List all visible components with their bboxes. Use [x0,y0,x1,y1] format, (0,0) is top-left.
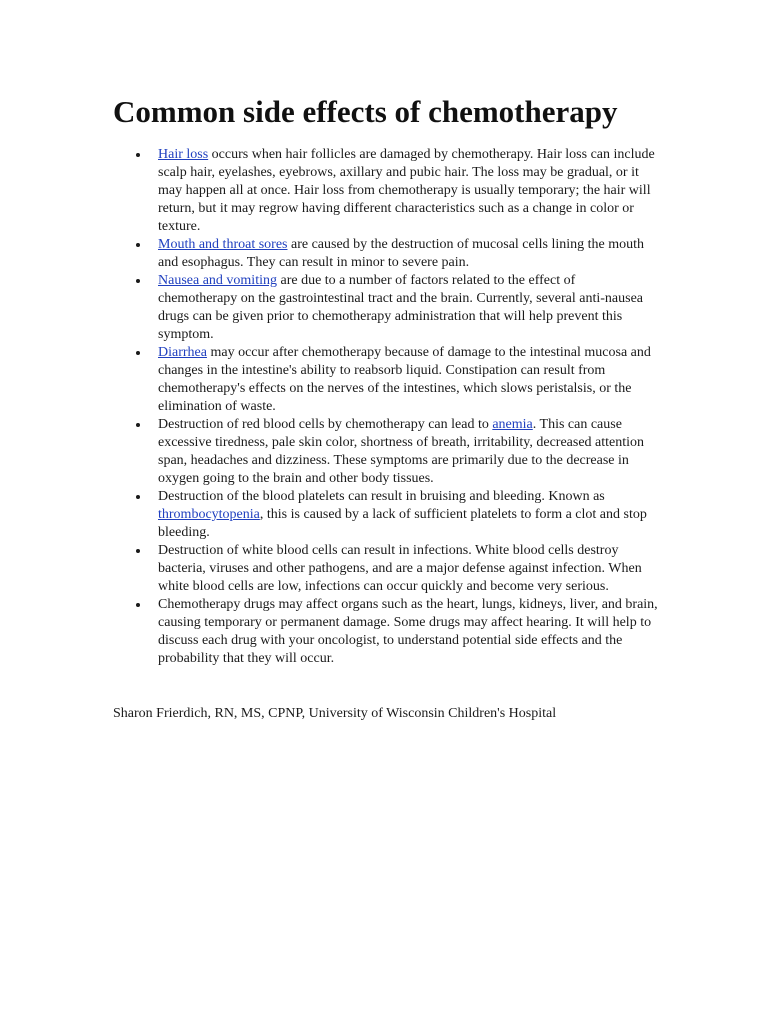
diarrhea-link[interactable]: Diarrhea [158,345,207,360]
page-title: Common side effects of chemotherapy [113,94,618,129]
diarrhea-text: may occur after chemotherapy because of damage to the intestinal mucosa and changes in the intestine's ability to reabsorb liquid. Constipation can result from chemotherapy's effects on the nerves of the intestines, which slows peristalsis, or the elimination of waste. [158,345,651,414]
anemia-link[interactable]: anemia [492,417,533,432]
organ-damage-text: Chemotherapy drugs may affect organs such as the heart, lungs, kidneys, liver, and brain, causing temporary or permanent damage. Some drugs may affect hearing. It will help to discuss each drug with your oncologist, to understand potential side effects and the probability that they will occur. [158,597,658,666]
list-item-anemia [158,416,658,488]
list-item-hair-loss [158,146,658,236]
list-item-diarrhea [158,344,658,416]
infections-text: Destruction of white blood cells can result in infections. White blood cells destroy bacteria, viruses and other pathogens, and are a major defense against infection. When white blood cells are low, infections can occur quickly and become very serious. [158,543,642,594]
list-item-infections [158,542,658,596]
thrombocytopenia-text-before: Destruction of the blood platelets can result in bruising and bleeding. Known as [158,489,605,504]
list-item-nausea [158,272,658,344]
list-item-organ-damage [158,596,658,668]
mouth-sores-text: are caused by the destruction of mucosal cells lining the mouth and esophagus. They can result in minor to severe pain. [158,237,644,270]
side-effects-list [158,146,658,668]
list-item-thrombocytopenia [158,488,658,542]
nausea-text: are due to a number of factors related to the effect of chemotherapy on the gastrointestinal tract and the brain. Currently, several anti-nausea drugs can be given prior to chemotherapy administration that will help prevent this symptom. [158,273,644,342]
thrombocytopenia-text-after: , this is caused by a lack of sufficient platelets to form a clot and stop bleeding. [158,507,647,540]
nausea-vomiting-link[interactable]: Nausea and vomiting [158,273,277,288]
list-item-mouth-sores [158,236,658,272]
hair-loss-text: occurs when hair follicles are damaged by chemotherapy. Hair loss can include scalp hair, eyelashes, eyebrows, axillary and pubic hair. The loss may be gradual, or it may happen all at once. Hair loss from chemotherapy is usually temporary; the hair will return, but it may regrow having different characteristics such as a change in color or texture. [158,147,655,234]
anemia-text-before: Destruction of red blood cells by chemotherapy can lead to [158,417,493,432]
anemia-text-after: . This can cause excessive tiredness, pale skin color, shortness of breath, irritability, decreased attention span, headaches and dizziness. These symptoms are primarily due to the decrease in oxygen going to the brain and other body tissues. [158,417,645,486]
thrombocytopenia-link[interactable]: thrombocytopenia [158,507,260,522]
hair-loss-link[interactable]: Hair loss [158,147,209,162]
author-credit: Sharon Frierdich, RN, MS, CPNP, University of Wisconsin Children's Hospital [113,706,557,721]
mouth-throat-sores-link[interactable]: Mouth and throat sores [158,237,288,252]
